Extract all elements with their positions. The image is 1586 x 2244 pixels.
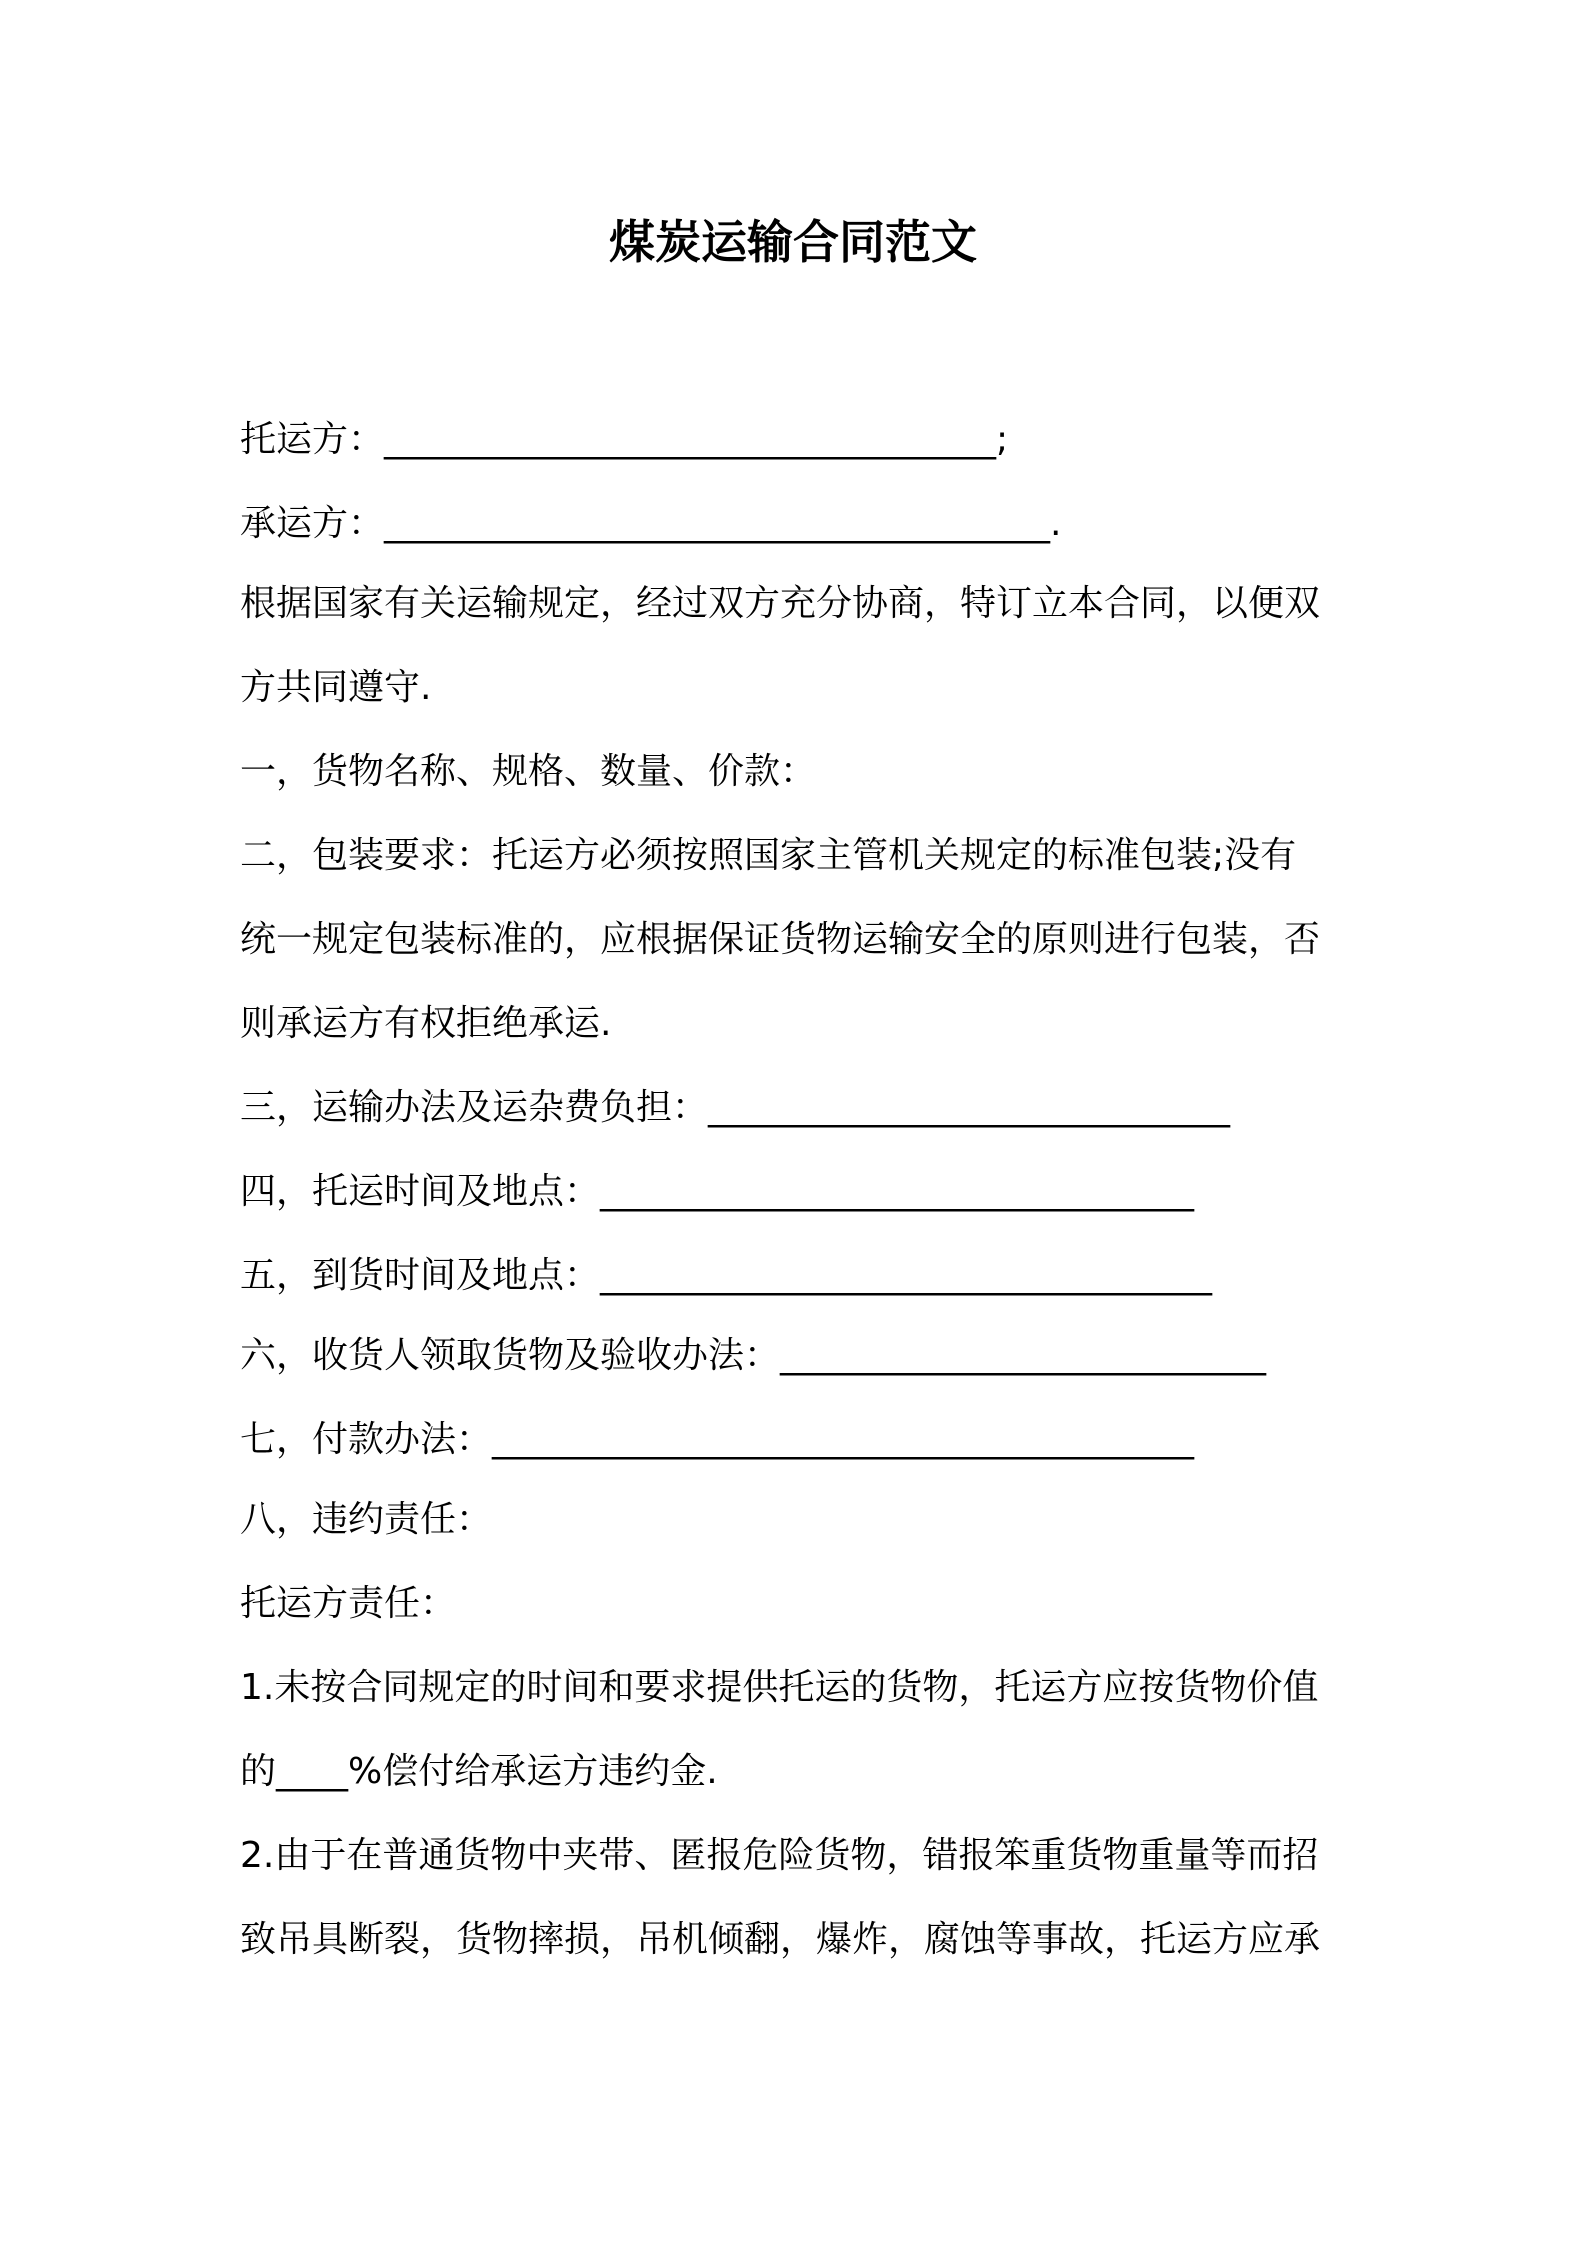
clause-1-goods: 一，货物名称、规格、数量、价款： (240, 751, 817, 792)
clause-2-packaging-line-3: 则承运方有权拒绝承运. (240, 1003, 612, 1044)
preamble-line-2: 方共同遵守. (240, 667, 432, 708)
liability-item-1-line-2: 的____%偿付给承运方违约金. (240, 1751, 718, 1792)
shipper-liability-heading: 托运方责任： (240, 1583, 457, 1624)
clause-4-shipping-time: 四，托运时间及地点：_________________________________ (240, 1171, 1195, 1212)
clause-2-packaging-line-2: 统一规定包装标准的，应根据保证货物运输安全的原则进行包装，否 (240, 919, 1321, 960)
clause-7-payment: 七，付款办法：_______________________________________ (240, 1419, 1195, 1460)
clause-6-receipt: 六，收货人领取货物及验收办法：___________________________ (240, 1335, 1267, 1376)
clause-8-liability: 八，违约责任： (240, 1499, 493, 1540)
liability-item-2-line-2: 致吊具断裂，货物摔损，吊机倾翻，爆炸，腐蚀等事故，托运方应承 (240, 1919, 1321, 1960)
clause-2-packaging-line-1: 二，包装要求：托运方必须按照国家主管机关规定的标准包装;没有 (240, 835, 1297, 876)
preamble-line-1: 根据国家有关运输规定，经过双方充分协商，特订立本合同，以便双 (240, 583, 1321, 624)
clause-3-transport-method: 三，运输办法及运杂费负担：_____________________________ (240, 1087, 1231, 1128)
document-title: 煤炭运输合同范文 (609, 215, 977, 269)
shipper-line: 托运方：__________________________________; (240, 419, 1009, 460)
carrier-line: 承运方：_____________________________________. (240, 503, 1062, 544)
liability-item-2-line-1: 2.由于在普通货物中夹带、匿报危险货物，错报笨重货物重量等而招 (240, 1835, 1319, 1876)
liability-item-1-line-1: 1.未按合同规定的时间和要求提供托运的货物，托运方应按货物价值 (240, 1667, 1319, 1708)
clause-5-arrival-time: 五，到货时间及地点：__________________________________ (240, 1255, 1213, 1296)
